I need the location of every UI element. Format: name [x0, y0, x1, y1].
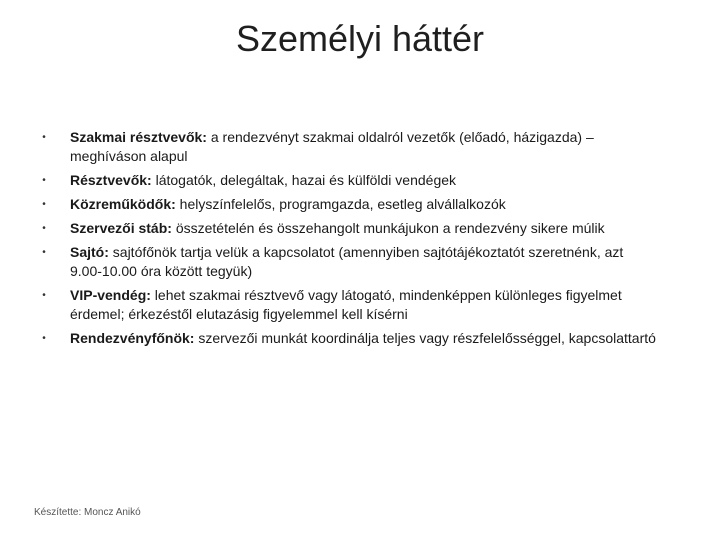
- item-text: látogatók, delegáltak, hazai és külföldi vendégek: [151, 172, 457, 188]
- bullet-list: [38, 128, 658, 353]
- list-item: [38, 329, 658, 348]
- item-text: helyszínfelelős, programgazda, esetleg alvállalkozók: [175, 196, 506, 212]
- item-text: a rendezvényt szakmai oldalról vezetők (előadó, házigazda) – meghíváson alapul: [70, 129, 594, 164]
- item-text: összetételén és összehangolt munkájukon a rendezvény sikere múlik: [171, 220, 605, 236]
- list-item: [38, 195, 658, 214]
- item-term: Rendezvényfőnök:: [70, 330, 195, 346]
- item-term: Sajtó:: [70, 244, 109, 260]
- bullet-icon: •: [42, 199, 46, 210]
- bullet-icon: •: [42, 223, 46, 234]
- list-item: [38, 243, 658, 281]
- bullet-icon: •: [42, 290, 46, 301]
- item-text: szervezői munkát koordinálja teljes vagy részfelelősséggel, kapcsolattartó: [194, 330, 656, 346]
- item-term: Szakmai résztvevők:: [70, 129, 207, 145]
- item-term: Közreműködők:: [70, 196, 176, 212]
- bullet-icon: •: [42, 333, 46, 344]
- list-item: [38, 286, 658, 324]
- item-text: sajtófőnök tartja velük a kapcsolatot (amennyiben sajtótájékoztatót szeretnénk, azt 9.00-10.00 óra között tegyük): [70, 244, 624, 279]
- item-text: lehet szakmai résztvevő vagy látogató, mindenképpen különleges figyelmet érdemel; érkezéstől elutazásig figyelemmel kell kísérni: [70, 287, 622, 322]
- list-item: [38, 128, 658, 166]
- item-term: VIP-vendég:: [70, 287, 151, 303]
- bullet-icon: •: [42, 247, 46, 258]
- item-term: Szervezői stáb:: [70, 220, 172, 236]
- slide-title: Személyi háttér: [235, 18, 485, 59]
- bullet-icon: •: [42, 175, 46, 186]
- list-item: [38, 219, 658, 238]
- list-item: [38, 171, 658, 190]
- item-term: Résztvevők:: [70, 172, 152, 188]
- footer-author: Készítette: Moncz Anikó: [34, 507, 141, 518]
- bullet-icon: •: [42, 132, 46, 143]
